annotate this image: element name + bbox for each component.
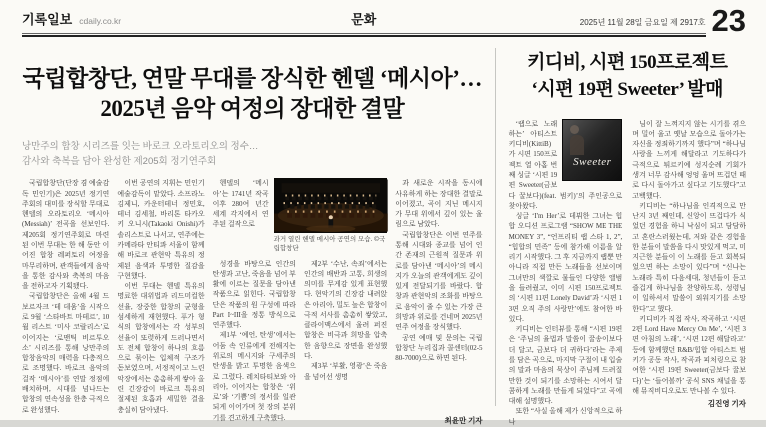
stage-photo-figure [274,178,388,253]
body-paragraph: 키디비는 “하나님을 인격적으로 만난지 3년 째인데, 신앙이 뜨겁다가 식었던 경험을 하니 낙심이 되고 담담하고 혼란스러웠는데, 저와 같은 경험을 한 분들이 말씀을 다시 맛있게 먹고, 미지근한 분들이 이 노래를 듣고 회복되었으면 하는 소망이 있다”며 “신나는 노래라 특히 다음세대, 청년들이 듣고 즐겁게 하나님을 찬양하도록, 성령님이 일하셔서 말씀이 외워지기를 소망한다”고 했다. [632,201,747,313]
body-paragraph: 키디비는 인터뷰를 통해 “시편 19편은 ‘주님의 율법과 말씀이 꿀송이보다 더 달고, 금보다 더 귀하다’라는 주제를 담은 곡으로, 마지막 구절이 내 입술의 말과 마음의 묵상이 주님께 드려질 만한 것이 되기를 소망하는 시여서 달콤하게 노래를 만들게 되었다”고 곡에 대해 설명했다. [508,325,623,406]
article-column-2 [117,178,204,426]
main-article-byline: 최윤만 기자 [444,416,483,426]
main-headline-line2: 2025년 음악 여정의 장대한 결말 [100,96,405,122]
main-subhead-line1: 낭만주의 합창 시리즈를 잇는 바로크 오라토리오의 정수… [22,140,259,152]
article-column-5 [395,178,482,426]
article-column-4 [304,259,387,427]
page-number: 23 [711,3,746,38]
album-title: Sweeter [573,156,612,169]
side-column-2-text [632,119,746,397]
body-paragraph: 제2부 ‘수난, 속죄’에서는 인간의 배반과 고통, 희생의 의미를 무게감 있게 표현했다. 현악기의 긴장감 내려앉은 아리아, 밀도 높은 합창이 극적 서사를 촘촘히 쌓았고, 클라이맥스에서 울려 퍼진 합창은 비극과 희망을 압축한 음향으로 장면을 완성했다. [303,259,388,361]
page-content [22,48,747,426]
side-article [495,48,747,426]
body-paragraph: ‘랩으로 노래하는’ 아티스트 키디비(KittiB)가 시편 150프로젝트 열 아홉 번째 싱글 ‘시편 19편 Sweeter(금보다 꿀보다)(feat. 범키)’의 주인공으로 찾아왔다. [508,119,623,210]
side-article-byline: 김진영 기자 [707,399,747,409]
photo-row [213,178,388,253]
article-column-1 [22,178,109,426]
article-column-5-text [395,178,482,413]
article-columns-3-4 [213,178,388,426]
side-column-2 [632,119,747,409]
main-subhead-line2: 감사와 축복을 담아 완성한 제205회 정기연주회 [22,155,217,167]
article-column-3 [213,259,296,427]
date-line: 2025년 11월 28일 금요일 제 2917호 [579,18,706,28]
main-subhead [22,140,483,169]
body-paragraph: 국립합창단(단장 겸 예술감독 민인기)은 2025년 정기연주회의 대미를 장식할 무대로 헨델의 오라토리오 ‘메시아(Messiah)’ 전곡을 선보인다. 제205회 정기연주회로 마련된 이번 무대는 한 해 동안 이어진 합창 레퍼토리 여정을 마무리하며, 관객들에게 음악을 통한 감사와 축복의 마음을 전하고자 기획됐다. [22,179,110,291]
section-title: 문화 [351,12,377,28]
body-paragraph: 이번 무대는 헨델 특유의 명료한 대위법과 리드미컬한 선율, 장중한 합창의 균형을 섬세하게 재현했다. 푸가 형식의 합창에서는 각 성부의 선율이 또렷하게 드러나면서도 전체 합창이 하나의 흐름으로 묶이는 입체적 구조가 돋보였으며, 서정적이고 느린 악장에서는 촘촘하게 쌓아 올린 긴장감이 바로크 특유의 절제된 호흡과 세밀한 결을 충실히 담아냈다. [117,282,205,414]
side-headline-line1: 키디비, 시편 150프로젝트 [527,52,728,74]
main-article-body [22,178,483,426]
paper-website: cdaily.co.kr [79,16,122,27]
paper-name: 기록일보 [22,12,73,28]
choir-photo-image [274,178,388,233]
body-paragraph: 이번 공연의 지휘는 민인기 예술감독이 맡았다. 소프라노 김제니, 카운터테너 정민호, 테너 김세철, 바리톤 타카오키 오니시(Takaoki Onishi)가 솔리스트로 나서고, 연주에는 카메라타 안티콰 서울이 함께해 바로크 관현악 특유의 정제된 음색과 투명한 질감을 구현했다. [117,179,205,280]
masthead [22,3,746,38]
body-paragraph: 키디비가 직접 작사, 작곡하고 ‘시편 2편 Lord Have Mercy On Me’, ‘시편 3편 아침의 노래’, ‘시편 12편 해달라고’ 등에 함께했던 R&B/힙합 아티스트 범키가 공동 작사, 작곡과 피처링으로 참여한 ‘시편 19편 Sweeter(금보다 꿀보다)’는 ‘들어볼까’ 공식 SNS 채널을 통해 뮤직비디오로도 만나볼 수 있다. [632,314,747,395]
side-headline-line2: ‘시편 19편 Sweeter’ 발매 [531,78,724,100]
body-paragraph: 헨델의 ‘메시아’는 1741년 작곡 이후 280여 년간 세계 각지에서 연주된 걸작으로 [212,179,269,229]
body-paragraph: 공연 예매 및 문의는 국립합창단 누리집과 콜센터(02-580-7000)으로 하면 된다. [395,333,483,363]
below-photo-columns [213,259,388,427]
main-headline-line1: 국립합창단, 연말 무대를 장식한 헨델 ‘메시아’… [22,65,482,91]
album-cover-image [562,119,622,181]
main-article [22,48,495,426]
singer-silhouette [570,125,584,155]
body-paragraph: 성경을 바탕으로 인간의 탄생과 고난, 죽음을 넘어 부활에 이르는 질문을 담아낸 작품으로 읽힌다. 국립합창단은 작품의 원 구성에 따라 Part I~III을 정통 방식으로 연주했다. [212,259,296,330]
body-paragraph: 과 새로운 시작을 동시에 사유하게 하는 장대한 결말로 이어졌고, 곡이 지닌 메시지가 무대 위에서 깊이 있는 울림으로 남았다. [395,179,483,229]
masthead-rule [22,9,706,34]
body-paragraph: 제3부 ‘부활, 영광’은 죽음을 넘어선 생명 [303,362,388,381]
body-paragraph: 님이 잘 느껴지지 않는 시기를 겪으며 밀어 울고 옛날 모습으로 돌아가는 자신을 정죄하기까지 했다”며 “하나님 사랑을 느끼게 해달라고 기도하다가 극적으로 튀르키예 성지순례 기회가 생겨 너무 감사해 엉엉 울며 뜨겁던 때로 다시 돌아가고 싶다고 기도했다”고 고백했다. [632,119,747,200]
side-column-1 [508,119,623,426]
masthead-left [22,9,121,28]
body-paragraph: 싱글 ‘I'm Her’로 데뷔한 그녀는 힙합 오디션 프로그램 “SHOW ME THE MONEY 3”, “언프리티 랩 스타 1, 2”, “힙합의 민족” 등에 참가해 이름을 알리기 시작했다. 그 후 지금까지 랩뿐 만 아니라 직접 만든 노래들을 선보이며 그녀만의 색깔로 물들인 다양한 앨범을 들려줬고, 이미 시편 150프로젝트의 ‘시편 11편 Lonely David’과 ‘시편 13편 오직 주의 사랑만’에도 참여한 바 있다. [508,212,623,323]
photo-caption: 과거 열린 헨델 메시아 공연의 모습. ©국립합창단 [273,236,386,253]
body-paragraph: 국립합창단은 올해 4월 드보르자크 ‘테 데움’을 시작으로 9월 ‘스타바트 마테르’, 10월 리스트 ‘미사 코랄리스’로 이어지는 ‘로맨틱 비르투오소’ 시리즈를 통해 낭만주의 합창음악의 매력을 다층적으로 조명했다. 바로크 음악의 걸작 ‘메시아’를 연말 정점에 배치하며, 시대를 넘나드는 합창의 연속성을 한층 극적으로 완성했다. [22,292,110,414]
main-headline [22,64,483,125]
article-column-3-top [213,178,269,253]
body-paragraph: 또한 “사실 올해 제가 신앙적으로 하나 [508,407,623,426]
side-headline [509,50,746,102]
body-paragraph: 국립합창단은 이번 연주를 통해 시대와 종교를 넘어 인간 존재의 근원적 질문과 위로를 담아낸 ‘메시아’의 메시지가 오늘의 관객에게도 깊이 있게 전달되기를 바랐다. 합창과 관현악의 조화를 바탕으로 음악이 줄 수 있는 가장 큰 희망과 위로를 건네며 2025년 연주 여정을 장식했다. [395,230,483,332]
body-paragraph: 제1부 ‘예언, 탄생’에서는 어둠 속 인류에게 전해지는 위로의 메시지와 구세주의 탄생을 밝고 투명한 음색으로 그렸다. 레치타티보와 아리아, 이어지는 합창은 ‘위로’와 ‘기쁨’의 정서를 일관되게 이어가며 첫 장의 분위기를 견고하게 구축했다. [212,331,296,422]
side-article-body [508,119,747,426]
